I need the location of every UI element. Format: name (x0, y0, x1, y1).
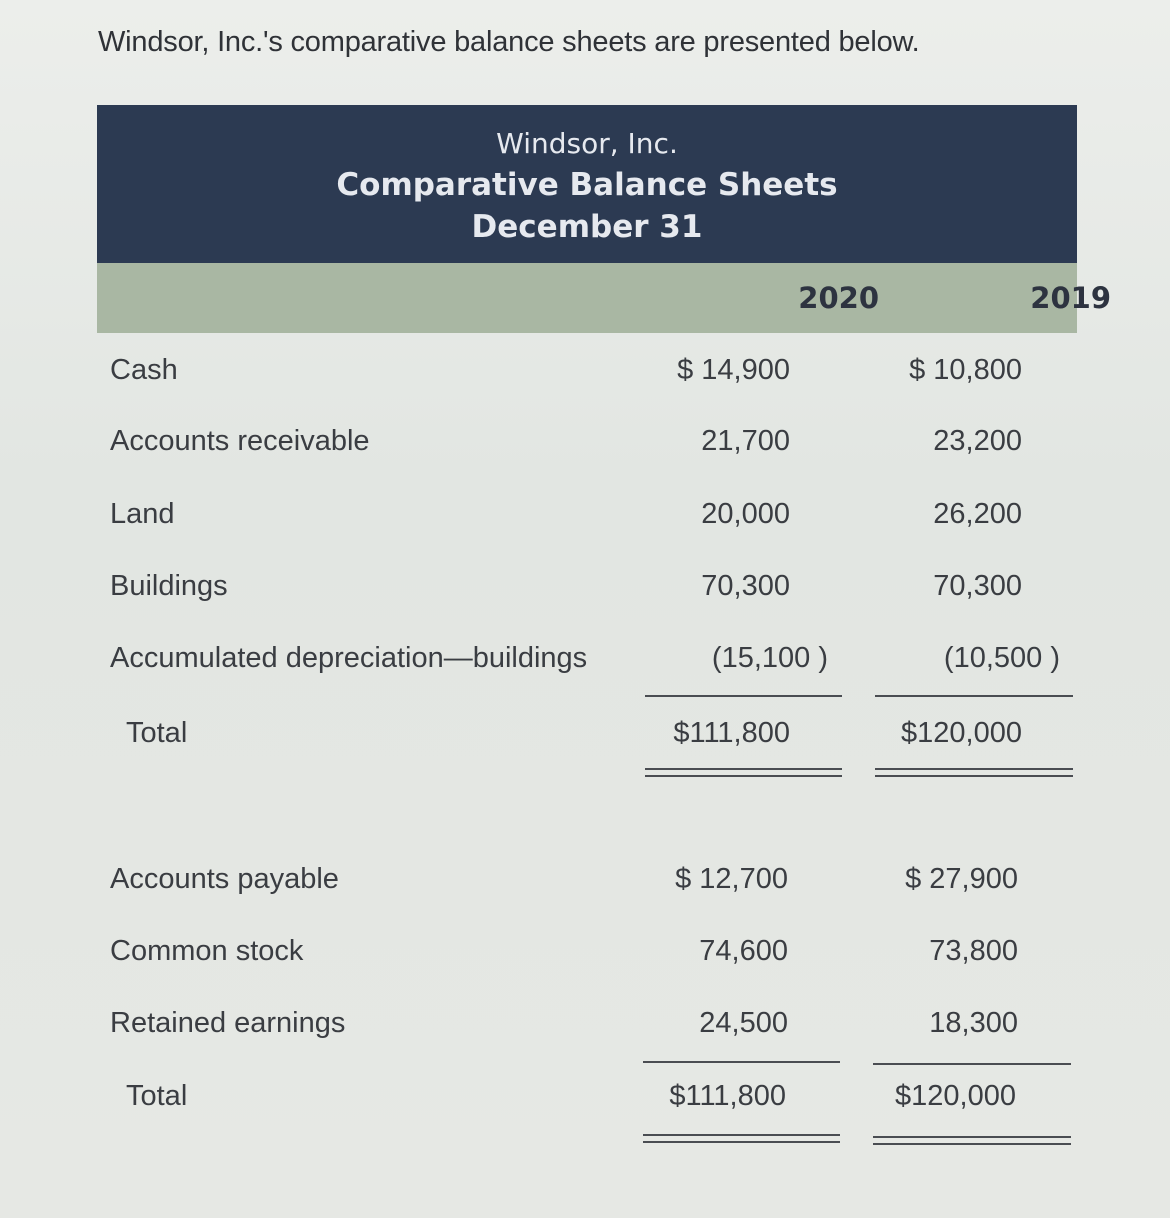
row-label: Accounts payable (110, 863, 339, 895)
value-2019: 23,200 (933, 425, 1022, 457)
table-row (0, 570, 1170, 610)
total-double-rule-2020 (645, 768, 842, 777)
total-2019: $120,000 (895, 1080, 1016, 1112)
value-2019: 70,300 (933, 570, 1022, 602)
report-date: December 31 (471, 209, 703, 245)
subtotal-rule-2020 (643, 1061, 840, 1063)
table-row (0, 863, 1170, 903)
subtotal-rule-2019 (875, 695, 1073, 697)
value-2020: 21,700 (701, 425, 790, 457)
table-row (0, 354, 1170, 394)
company-name: Windsor, Inc. (496, 127, 678, 160)
column-header-2019: 2019 (1030, 281, 1111, 315)
row-label: Buildings (110, 570, 228, 602)
table-row (0, 1007, 1170, 1047)
statement-header (97, 105, 1077, 263)
value-2019: (10,500 ) (943, 642, 1060, 674)
total-double-rule-2020 (643, 1134, 840, 1143)
value-2019: 18,300 (929, 1007, 1018, 1039)
subtotal-rule-2020 (645, 695, 842, 697)
row-label: Accounts receivable (110, 425, 370, 457)
total-double-rule-2019 (873, 1136, 1071, 1145)
row-label: Land (110, 498, 175, 530)
value-2019: 26,200 (933, 498, 1022, 530)
table-row (0, 935, 1170, 975)
value-2020: 70,300 (701, 570, 790, 602)
total-double-rule-2019 (875, 768, 1073, 777)
table-row (0, 642, 1170, 682)
subtotal-rule-2019 (873, 1063, 1071, 1065)
table-row (0, 425, 1170, 465)
total-2019: $120,000 (901, 717, 1022, 749)
table-row (0, 498, 1170, 538)
value-2019: 73,800 (929, 935, 1018, 967)
intro-text: Windsor, Inc.'s comparative balance sheets are presented below. (98, 26, 920, 58)
value-2020: (15,100 ) (711, 642, 828, 674)
total-label: Total (126, 717, 188, 749)
liabilities-total-row (0, 1080, 1170, 1120)
value-2019: $ 27,900 (905, 863, 1018, 895)
report-title: Comparative Balance Sheets (336, 167, 838, 203)
value-2020: 20,000 (701, 498, 790, 530)
value-2020: 24,500 (699, 1007, 788, 1039)
total-label: Total (126, 1080, 188, 1112)
value-2020: 74,600 (699, 935, 788, 967)
assets-total-row (0, 717, 1170, 757)
total-2020: $111,800 (669, 1080, 786, 1112)
row-label: Cash (110, 354, 178, 386)
total-2020: $111,800 (673, 717, 790, 749)
column-header-2020: 2020 (798, 281, 879, 315)
value-2020: $ 12,700 (675, 863, 788, 895)
value-2019: $ 10,800 (909, 354, 1022, 386)
row-label: Common stock (110, 935, 304, 967)
row-label: Retained earnings (110, 1007, 346, 1039)
value-2020: $ 14,900 (677, 354, 790, 386)
row-label: Accumulated depreciation—buildings (110, 642, 588, 674)
year-header-row (97, 263, 1111, 333)
